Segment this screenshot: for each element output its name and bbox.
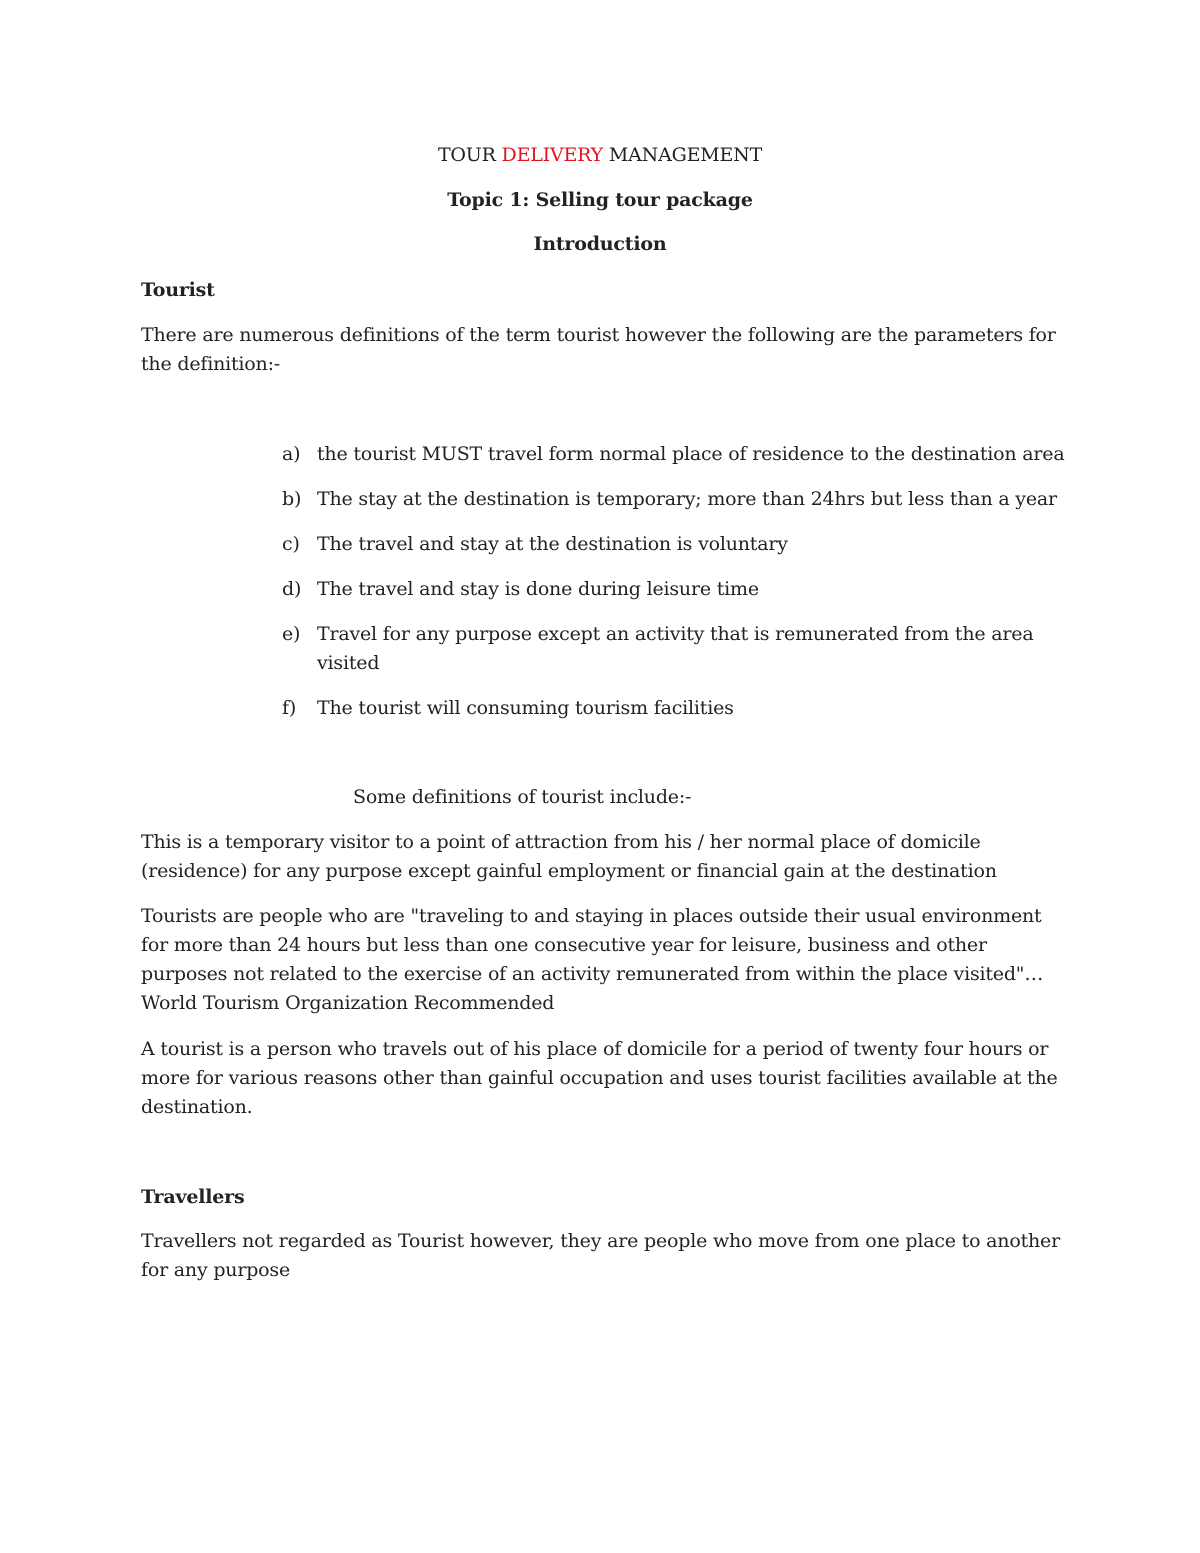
list-item-text: The stay at the destination is temporary; more than 24hrs but less than a year: [317, 488, 1057, 510]
list-marker: e): [282, 623, 301, 645]
definition-paragraph: This is a temporary visitor to a point of attraction from his / her normal place of domicile (residence) for any purpose except gainful employment or financial gain at the destination: [141, 831, 997, 882]
list-item-text: The travel and stay at the destination is voluntary: [317, 533, 788, 555]
list-item: [282, 485, 1072, 514]
title-part-2: MANAGEMENT: [603, 144, 763, 166]
list-item-text: Travel for any purpose except an activity that is remunerated from the area visited: [317, 623, 1034, 674]
list-marker: d): [282, 578, 302, 600]
document-title: [0, 141, 1200, 170]
list-item: [282, 575, 1072, 604]
title-part-1: TOUR: [437, 144, 502, 166]
travellers-paragraph: Travellers not regarded as Tourist however, they are people who move from one place to another for any purpose: [141, 1230, 1060, 1281]
travellers-heading: Travellers: [141, 1186, 245, 1208]
definitions-heading: Some definitions of tourist include:-: [353, 786, 692, 808]
title-highlight: DELIVERY: [501, 144, 604, 166]
topic-heading: Topic 1: Selling tour package: [447, 189, 753, 211]
list-item: [282, 694, 1072, 723]
list-item: [282, 530, 1072, 559]
section-heading: Introduction: [533, 233, 667, 255]
list-marker: b): [282, 488, 302, 510]
list-marker: c): [282, 533, 300, 555]
list-item-text: the tourist MUST travel form normal place of residence to the destination area: [317, 443, 1065, 465]
tourist-intro: There are numerous definitions of the term tourist however the following are the parameters for the definition:-: [141, 324, 1056, 375]
list-item-text: The travel and stay is done during leisure time: [317, 578, 759, 600]
list-marker: f): [282, 697, 297, 719]
list-item: [282, 440, 1072, 469]
list-item: [282, 620, 1072, 678]
list-item-text: The tourist will consuming tourism facilities: [317, 697, 734, 719]
tourist-heading: Tourist: [141, 279, 215, 301]
list-marker: a): [282, 443, 301, 465]
definition-paragraph: Tourists are people who are "traveling to and staying in places outside their usual environment for more than 24 hours but less than one consecutive year for leisure, business and other purposes not related to the exercise of an activity remunerated from within the place visited"… World Tourism Organization Recommended: [141, 905, 1044, 1014]
definition-paragraph: A tourist is a person who travels out of his place of domicile for a period of twenty four hours or more for various reasons other than gainful occupation and uses tourist facilities available at the destination.: [141, 1038, 1058, 1118]
